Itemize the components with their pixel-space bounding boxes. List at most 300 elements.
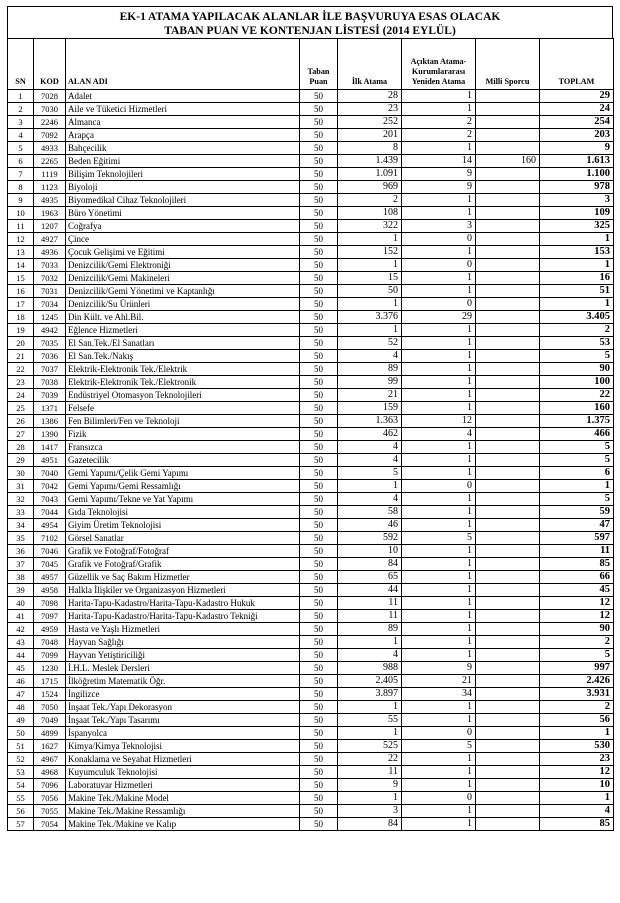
table-row <box>8 493 614 506</box>
cell-taban: 50 <box>300 688 338 701</box>
cell-sn: 31 <box>8 480 34 493</box>
cell-milli <box>476 376 540 389</box>
cell-alan: Adalet <box>66 90 300 103</box>
cell-ilk: 2 <box>338 194 402 207</box>
cell-taban: 50 <box>300 727 338 740</box>
cell-alan: Beden Eğitimi <box>66 155 300 168</box>
cell-toplam: 1 <box>540 480 614 493</box>
cell-alan: Coğrafya <box>66 220 300 233</box>
cell-kod: 7037 <box>34 363 66 376</box>
cell-toplam: 1.613 <box>540 155 614 168</box>
table-row <box>8 753 614 766</box>
cell-alan: Makine Tek./Makine Ressamlığı <box>66 805 300 818</box>
table-row <box>8 350 614 363</box>
cell-kod: 1119 <box>34 168 66 181</box>
cell-alan: Arapça <box>66 129 300 142</box>
table-row <box>8 272 614 285</box>
cell-ilk: 15 <box>338 272 402 285</box>
cell-kod: 7054 <box>34 818 66 831</box>
table-row <box>8 636 614 649</box>
cell-ilk: 1.439 <box>338 155 402 168</box>
table-row <box>8 311 614 324</box>
cell-milli <box>476 116 540 129</box>
cell-taban: 50 <box>300 753 338 766</box>
cell-aciktan: 0 <box>402 480 476 493</box>
cell-aciktan: 1 <box>402 454 476 467</box>
cell-taban: 50 <box>300 350 338 363</box>
cell-kod: 1386 <box>34 415 66 428</box>
cell-kod: 7102 <box>34 532 66 545</box>
table-row <box>8 259 614 272</box>
cell-ilk: 55 <box>338 714 402 727</box>
cell-aciktan: 34 <box>402 688 476 701</box>
cell-taban: 50 <box>300 779 338 792</box>
cell-kod: 1627 <box>34 740 66 753</box>
cell-aciktan: 1 <box>402 467 476 480</box>
cell-toplam: 1 <box>540 259 614 272</box>
cell-toplam: 90 <box>540 363 614 376</box>
cell-alan: Makine Tek./Makine ve Kalıp <box>66 818 300 831</box>
cell-alan: Fransızca <box>66 441 300 454</box>
cell-sn: 4 <box>8 129 34 142</box>
cell-taban: 50 <box>300 480 338 493</box>
table-row <box>8 298 614 311</box>
cell-aciktan: 1 <box>402 623 476 636</box>
cell-ilk: 1 <box>338 792 402 805</box>
cell-milli <box>476 246 540 259</box>
cell-toplam: 90 <box>540 623 614 636</box>
table-row <box>8 740 614 753</box>
cell-sn: 21 <box>8 350 34 363</box>
table-row <box>8 701 614 714</box>
cell-sn: 23 <box>8 376 34 389</box>
cell-sn: 19 <box>8 324 34 337</box>
cell-milli <box>476 597 540 610</box>
cell-milli <box>476 207 540 220</box>
cell-ilk: 89 <box>338 623 402 636</box>
cell-sn: 25 <box>8 402 34 415</box>
cell-taban: 50 <box>300 597 338 610</box>
cell-taban: 50 <box>300 662 338 675</box>
cell-toplam: 1 <box>540 298 614 311</box>
cell-toplam: 53 <box>540 337 614 350</box>
cell-taban: 50 <box>300 441 338 454</box>
cell-milli <box>476 701 540 714</box>
cell-ilk: 1.091 <box>338 168 402 181</box>
cell-ilk: 1 <box>338 233 402 246</box>
cell-toplam: 530 <box>540 740 614 753</box>
cell-kod: 7099 <box>34 649 66 662</box>
cell-alan: Denizcilik/Gemi Yönetimi ve Kaptanlığı <box>66 285 300 298</box>
cell-sn: 34 <box>8 519 34 532</box>
cell-kod: 7034 <box>34 298 66 311</box>
cell-alan: Hayvan Sağlığı <box>66 636 300 649</box>
cell-kod: 7044 <box>34 506 66 519</box>
cell-taban: 50 <box>300 337 338 350</box>
cell-ilk: 5 <box>338 467 402 480</box>
cell-aciktan: 5 <box>402 740 476 753</box>
cell-toplam: 45 <box>540 584 614 597</box>
cell-kod: 1245 <box>34 311 66 324</box>
cell-aciktan: 2 <box>402 129 476 142</box>
cell-ilk: 58 <box>338 506 402 519</box>
cell-sn: 41 <box>8 610 34 623</box>
cell-alan: Biyomedikal Cihaz Teknolojileri <box>66 194 300 207</box>
table-row <box>8 363 614 376</box>
cell-milli <box>476 480 540 493</box>
cell-ilk: 4 <box>338 493 402 506</box>
cell-ilk: 11 <box>338 597 402 610</box>
cell-alan: İlköğretim Matematik Öğr. <box>66 675 300 688</box>
cell-sn: 7 <box>8 168 34 181</box>
cell-kod: 7056 <box>34 792 66 805</box>
cell-taban: 50 <box>300 363 338 376</box>
cell-toplam: 12 <box>540 597 614 610</box>
cell-taban: 50 <box>300 142 338 155</box>
cell-milli <box>476 688 540 701</box>
table-body <box>8 90 614 831</box>
cell-alan: Denizcilik/Gemi Makineleri <box>66 272 300 285</box>
cell-alan: Harita-Tapu-Kadastro/Harita-Tapu-Kadastro Tekniği <box>66 610 300 623</box>
cell-milli <box>476 402 540 415</box>
cell-alan: İ.H.L. Meslek Dersleri <box>66 662 300 675</box>
cell-kod: 7098 <box>34 597 66 610</box>
cell-taban: 50 <box>300 805 338 818</box>
cell-alan: Büro Yönetimi <box>66 207 300 220</box>
cell-aciktan: 1 <box>402 402 476 415</box>
cell-milli <box>476 779 540 792</box>
cell-aciktan: 3 <box>402 220 476 233</box>
cell-kod: 4942 <box>34 324 66 337</box>
cell-kod: 7033 <box>34 259 66 272</box>
cell-taban: 50 <box>300 194 338 207</box>
cell-aciktan: 0 <box>402 792 476 805</box>
cell-taban: 50 <box>300 493 338 506</box>
cell-milli <box>476 298 540 311</box>
cell-aciktan: 1 <box>402 597 476 610</box>
cell-taban: 50 <box>300 272 338 285</box>
cell-toplam: 56 <box>540 714 614 727</box>
cell-milli <box>476 467 540 480</box>
table-row <box>8 675 614 688</box>
cell-taban: 50 <box>300 168 338 181</box>
cell-toplam: 997 <box>540 662 614 675</box>
cell-alan: İnşaat Tek./Yapı Tasarımı <box>66 714 300 727</box>
table-row <box>8 558 614 571</box>
cell-taban: 50 <box>300 428 338 441</box>
cell-milli <box>476 571 540 584</box>
cell-sn: 27 <box>8 428 34 441</box>
cell-alan: Kuyumculuk Teknolojisi <box>66 766 300 779</box>
cell-sn: 52 <box>8 753 34 766</box>
cell-alan: Gemi Yapımı/Gemi Ressamlığı <box>66 480 300 493</box>
cell-aciktan: 1 <box>402 519 476 532</box>
cell-ilk: 252 <box>338 116 402 129</box>
cell-aciktan: 1 <box>402 376 476 389</box>
cell-kod: 7038 <box>34 376 66 389</box>
cell-kod: 7040 <box>34 467 66 480</box>
cell-aciktan: 1 <box>402 103 476 116</box>
cell-milli <box>476 584 540 597</box>
cell-alan: Çocuk Gelişimi ve Eğitimi <box>66 246 300 259</box>
cell-taban: 50 <box>300 324 338 337</box>
cell-sn: 10 <box>8 207 34 220</box>
cell-aciktan: 0 <box>402 298 476 311</box>
cell-toplam: 16 <box>540 272 614 285</box>
cell-alan: Felsefe <box>66 402 300 415</box>
cell-taban: 50 <box>300 233 338 246</box>
cell-aciktan: 1 <box>402 610 476 623</box>
table-row <box>8 129 614 142</box>
table-row <box>8 194 614 207</box>
cell-sn: 42 <box>8 623 34 636</box>
cell-alan: Giyim Üretim Teknolojisi <box>66 519 300 532</box>
cell-ilk: 4 <box>338 441 402 454</box>
table-row <box>8 623 614 636</box>
cell-milli <box>476 350 540 363</box>
cell-ilk: 159 <box>338 402 402 415</box>
table-row <box>8 168 614 181</box>
cell-taban: 50 <box>300 207 338 220</box>
cell-aciktan: 1 <box>402 545 476 558</box>
cell-milli <box>476 545 540 558</box>
cell-alan: El San.Tek./El Sanatları <box>66 337 300 350</box>
cell-aciktan: 1 <box>402 142 476 155</box>
cell-kod: 1963 <box>34 207 66 220</box>
cell-taban: 50 <box>300 766 338 779</box>
cell-ilk: 23 <box>338 103 402 116</box>
cell-kod: 4927 <box>34 233 66 246</box>
cell-taban: 50 <box>300 298 338 311</box>
cell-sn: 36 <box>8 545 34 558</box>
cell-ilk: 525 <box>338 740 402 753</box>
table-row <box>8 766 614 779</box>
cell-kod: 2246 <box>34 116 66 129</box>
cell-taban: 50 <box>300 636 338 649</box>
cell-ilk: 28 <box>338 90 402 103</box>
cell-alan: Hayvan Yetiştiriciliği <box>66 649 300 662</box>
cell-milli <box>476 649 540 662</box>
cell-taban: 50 <box>300 389 338 402</box>
cell-toplam: 59 <box>540 506 614 519</box>
cell-milli <box>476 311 540 324</box>
cell-sn: 45 <box>8 662 34 675</box>
cell-sn: 35 <box>8 532 34 545</box>
table-row <box>8 441 614 454</box>
cell-taban: 50 <box>300 285 338 298</box>
cell-sn: 57 <box>8 818 34 831</box>
cell-alan: Din Kült. ve Ahl.Bil. <box>66 311 300 324</box>
cell-kod: 1524 <box>34 688 66 701</box>
cell-sn: 55 <box>8 792 34 805</box>
cell-aciktan: 1 <box>402 493 476 506</box>
cell-ilk: 152 <box>338 246 402 259</box>
cell-aciktan: 1 <box>402 818 476 831</box>
cell-milli <box>476 675 540 688</box>
cell-milli <box>476 337 540 350</box>
cell-milli <box>476 259 540 272</box>
cell-kod: 7046 <box>34 545 66 558</box>
table-row <box>8 285 614 298</box>
cell-aciktan: 9 <box>402 181 476 194</box>
cell-sn: 6 <box>8 155 34 168</box>
cell-aciktan: 0 <box>402 259 476 272</box>
cell-milli <box>476 662 540 675</box>
cell-aciktan: 1 <box>402 584 476 597</box>
table-row <box>8 376 614 389</box>
cell-taban: 50 <box>300 506 338 519</box>
table-row <box>8 792 614 805</box>
cell-toplam: 203 <box>540 129 614 142</box>
cell-kod: 4935 <box>34 194 66 207</box>
cell-kod: 1417 <box>34 441 66 454</box>
cell-aciktan: 2 <box>402 116 476 129</box>
cell-alan: Elektrik-Elektronik Tek./Elektronik <box>66 376 300 389</box>
cell-kod: 1123 <box>34 181 66 194</box>
cell-taban: 50 <box>300 467 338 480</box>
cell-taban: 50 <box>300 415 338 428</box>
cell-kod: 4959 <box>34 623 66 636</box>
table-row <box>8 116 614 129</box>
cell-toplam: 12 <box>540 766 614 779</box>
cell-alan: Laboratuvar Hizmetleri <box>66 779 300 792</box>
cell-ilk: 44 <box>338 584 402 597</box>
table-row <box>8 532 614 545</box>
cell-alan: İngilizce <box>66 688 300 701</box>
cell-alan: Gıda Teknolojisi <box>66 506 300 519</box>
header-taban: Taban Puan <box>300 39 338 90</box>
table-row <box>8 181 614 194</box>
cell-ilk: 1 <box>338 298 402 311</box>
cell-kod: 1390 <box>34 428 66 441</box>
cell-toplam: 47 <box>540 519 614 532</box>
cell-sn: 54 <box>8 779 34 792</box>
cell-aciktan: 1 <box>402 272 476 285</box>
title-line-1: EK-1 ATAMA YAPILACAK ALANLAR İLE BAŞVURUYA ESAS OLACAK <box>119 11 501 23</box>
cell-sn: 40 <box>8 597 34 610</box>
cell-taban: 50 <box>300 246 338 259</box>
cell-milli <box>476 324 540 337</box>
cell-taban: 50 <box>300 740 338 753</box>
cell-ilk: 4 <box>338 454 402 467</box>
cell-aciktan: 1 <box>402 636 476 649</box>
cell-toplam: 5 <box>540 350 614 363</box>
cell-ilk: 11 <box>338 610 402 623</box>
cell-alan: Çince <box>66 233 300 246</box>
cell-milli <box>476 454 540 467</box>
cell-taban: 50 <box>300 610 338 623</box>
cell-alan: Güzellik ve Saç Bakım Hizmetler <box>66 571 300 584</box>
cell-sn: 9 <box>8 194 34 207</box>
cell-alan: Kimya/Kimya Teknolojisi <box>66 740 300 753</box>
header-milli: Milli Sporcu <box>476 39 540 90</box>
table-row <box>8 506 614 519</box>
cell-milli <box>476 129 540 142</box>
cell-toplam: 2 <box>540 701 614 714</box>
cell-sn: 15 <box>8 272 34 285</box>
cell-aciktan: 1 <box>402 649 476 662</box>
cell-kod: 7031 <box>34 285 66 298</box>
cell-kod: 7050 <box>34 701 66 714</box>
cell-milli <box>476 220 540 233</box>
cell-kod: 7048 <box>34 636 66 649</box>
cell-milli <box>476 181 540 194</box>
cell-sn: 11 <box>8 220 34 233</box>
cell-ilk: 4 <box>338 350 402 363</box>
cell-milli <box>476 610 540 623</box>
cell-kod: 4933 <box>34 142 66 155</box>
cell-kod: 4968 <box>34 766 66 779</box>
cell-aciktan: 1 <box>402 246 476 259</box>
cell-sn: 13 <box>8 246 34 259</box>
cell-ilk: 1 <box>338 259 402 272</box>
table-row <box>8 220 614 233</box>
cell-kod: 7028 <box>34 90 66 103</box>
cell-taban: 50 <box>300 714 338 727</box>
cell-kod: 7030 <box>34 103 66 116</box>
cell-kod: 7055 <box>34 805 66 818</box>
cell-milli <box>476 90 540 103</box>
cell-sn: 47 <box>8 688 34 701</box>
cell-kod: 1230 <box>34 662 66 675</box>
cell-ilk: 10 <box>338 545 402 558</box>
cell-taban: 50 <box>300 155 338 168</box>
table-row <box>8 415 614 428</box>
cell-aciktan: 1 <box>402 805 476 818</box>
cell-sn: 22 <box>8 363 34 376</box>
cell-aciktan: 1 <box>402 337 476 350</box>
cell-toplam: 254 <box>540 116 614 129</box>
cell-aciktan: 4 <box>402 428 476 441</box>
cell-taban: 50 <box>300 259 338 272</box>
cell-sn: 48 <box>8 701 34 714</box>
cell-toplam: 2 <box>540 324 614 337</box>
table-row <box>8 155 614 168</box>
cell-toplam: 85 <box>540 818 614 831</box>
cell-aciktan: 1 <box>402 766 476 779</box>
cell-taban: 50 <box>300 116 338 129</box>
cell-aciktan: 1 <box>402 350 476 363</box>
cell-sn: 24 <box>8 389 34 402</box>
cell-sn: 28 <box>8 441 34 454</box>
cell-taban: 50 <box>300 701 338 714</box>
cell-toplam: 22 <box>540 389 614 402</box>
cell-taban: 50 <box>300 402 338 415</box>
table-row <box>8 337 614 350</box>
cell-toplam: 29 <box>540 90 614 103</box>
quota-table <box>7 38 614 831</box>
table-row <box>8 610 614 623</box>
cell-aciktan: 1 <box>402 207 476 220</box>
cell-alan: Gazetecilik <box>66 454 300 467</box>
cell-kod: 4899 <box>34 727 66 740</box>
table-row <box>8 402 614 415</box>
cell-ilk: 1.363 <box>338 415 402 428</box>
cell-taban: 50 <box>300 675 338 688</box>
cell-ilk: 89 <box>338 363 402 376</box>
cell-sn: 33 <box>8 506 34 519</box>
cell-toplam: 11 <box>540 545 614 558</box>
cell-taban: 50 <box>300 220 338 233</box>
cell-alan: Gemi Yapımı/Tekne ve Yat Yapımı <box>66 493 300 506</box>
cell-alan: Makine Tek./Makine Model <box>66 792 300 805</box>
cell-sn: 3 <box>8 116 34 129</box>
cell-sn: 12 <box>8 233 34 246</box>
cell-milli <box>476 428 540 441</box>
cell-kod: 2265 <box>34 155 66 168</box>
cell-milli <box>476 740 540 753</box>
table-row <box>8 649 614 662</box>
